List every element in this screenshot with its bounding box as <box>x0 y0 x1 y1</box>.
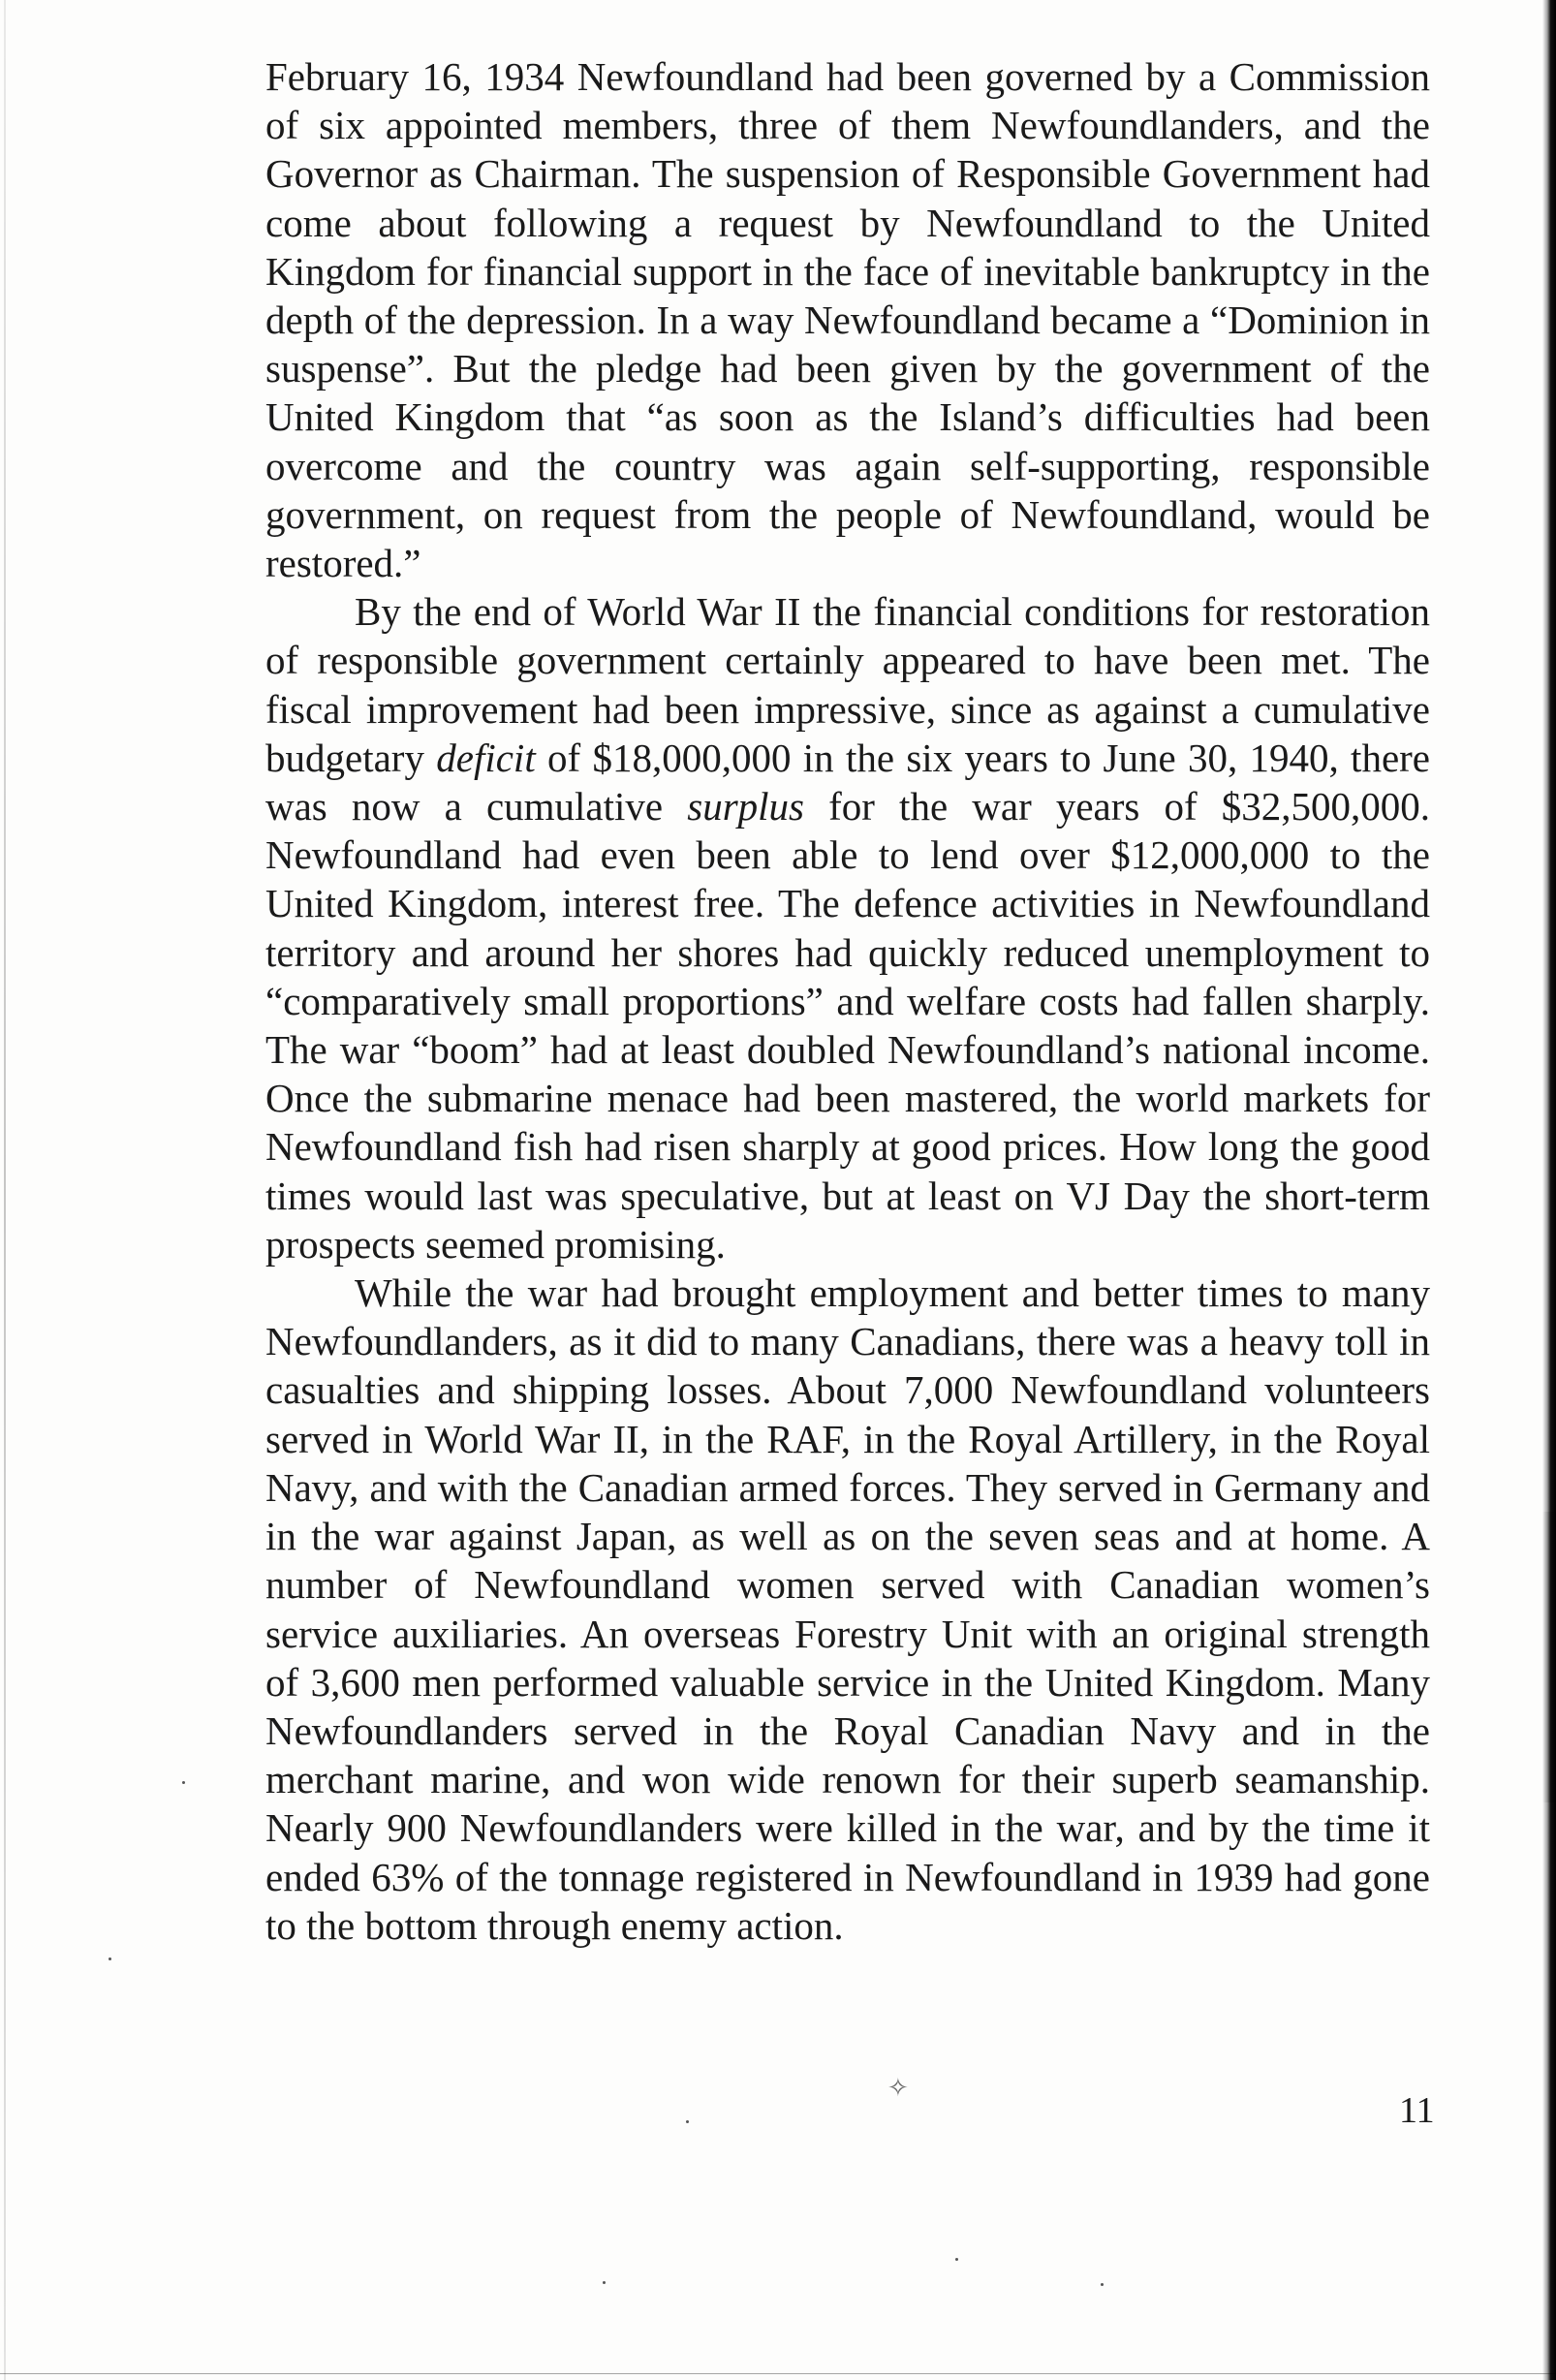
scan-speck <box>603 2281 606 2284</box>
text-run: While the war had brought employment and better times to many Newfoundlanders, as it did to many Canadians, there was a heavy toll in casualties and shipping losses. About 7,000 Newfoundland volunteers served in World War II, in the RAF, in the Royal Artillery, in the Royal Navy, and with the Canadian armed forces. They served in Germany and in the war against Japan, as well as on the seven seas and at home. A number of Newfoundland women served with Canadian women’s service auxiliaries. An overseas Forestry Unit with an original strength of 3,600 men performed valuable service in the United Kingdom. Many Newfoundlanders served in the Royal Canadian Navy and in the merchant marine, and won wide renown for their superb seamanship. Nearly 900 Newfoundlanders were killed in the war, and by the time it ended 63% of the tonnage registered in Newfoundland in 1939 had gone to the bottom through enemy action. <box>265 1270 1430 1948</box>
text-run: for the war years of $32,500,000. Newfoundland had even been able to lend over $12,000,000 to the United Kingdom, interest free. The defence activities in Newfoundland territory and around her shores had quickly reduced unemployment to “comparatively small proportions” and welfare costs had fallen sharply. The war “boom” had at least doubled Newfoundland’s national income. Once the submarine menace had been mastered, the world markets for Newfoundland fish had risen sharply at good prices. How long the good times would last was speculative, but at least on VJ Day the short-term prospects seemed promising. <box>265 784 1431 1267</box>
body-text <box>265 52 1430 1950</box>
scan-speck <box>686 2120 689 2123</box>
ink-smudge: ✧ <box>887 2074 909 2103</box>
text-run: By the end of World War II the financial conditions for restoration of responsible government certainly appeared to have been met. The fiscal improvement had been impressive, since as against a cumulative budgetary <box>265 589 1430 780</box>
page-left-edge <box>4 0 6 2380</box>
scan-speck <box>955 2258 958 2261</box>
italic-text-run: surplus <box>687 784 804 830</box>
paragraph-financial-conditions <box>265 587 1430 1268</box>
text-run: February 16, 1934 Newfoundland had been governed by a Commission of six appointed members, three of them Newfoundlanders, and the Governor as Chairman. The suspension of Responsible Government had come about following a request by Newfoundland to the United Kingdom for financial support in the face of inevitable bankruptcy in the depth of the depression. In a way Newfoundland became a “Dominion in suspense”. But the pledge had been given by the government of the United Kingdom that “as soon as the Island’s difficulties had been overcome and the country was again self-supporting, responsible government, on request from the people of Newfoundland, would be restored.” <box>265 54 1430 586</box>
binding-shadow <box>1542 0 1556 2380</box>
page-bottom-edge <box>0 2373 1556 2374</box>
page-number: 11 <box>1399 2090 1435 2131</box>
scan-speck <box>182 1781 185 1784</box>
italic-text-run: deficit <box>436 735 536 780</box>
scan-speck <box>109 1957 111 1960</box>
binding-shadow-light <box>1542 1512 1556 1802</box>
paragraph-commission <box>265 52 1430 587</box>
scan-speck <box>1101 2283 1104 2286</box>
text-run: of $18,000,000 in the six years to June 30, 1940, there was now a cumulative <box>265 735 1430 830</box>
paragraph-war-casualties <box>265 1268 1430 1950</box>
